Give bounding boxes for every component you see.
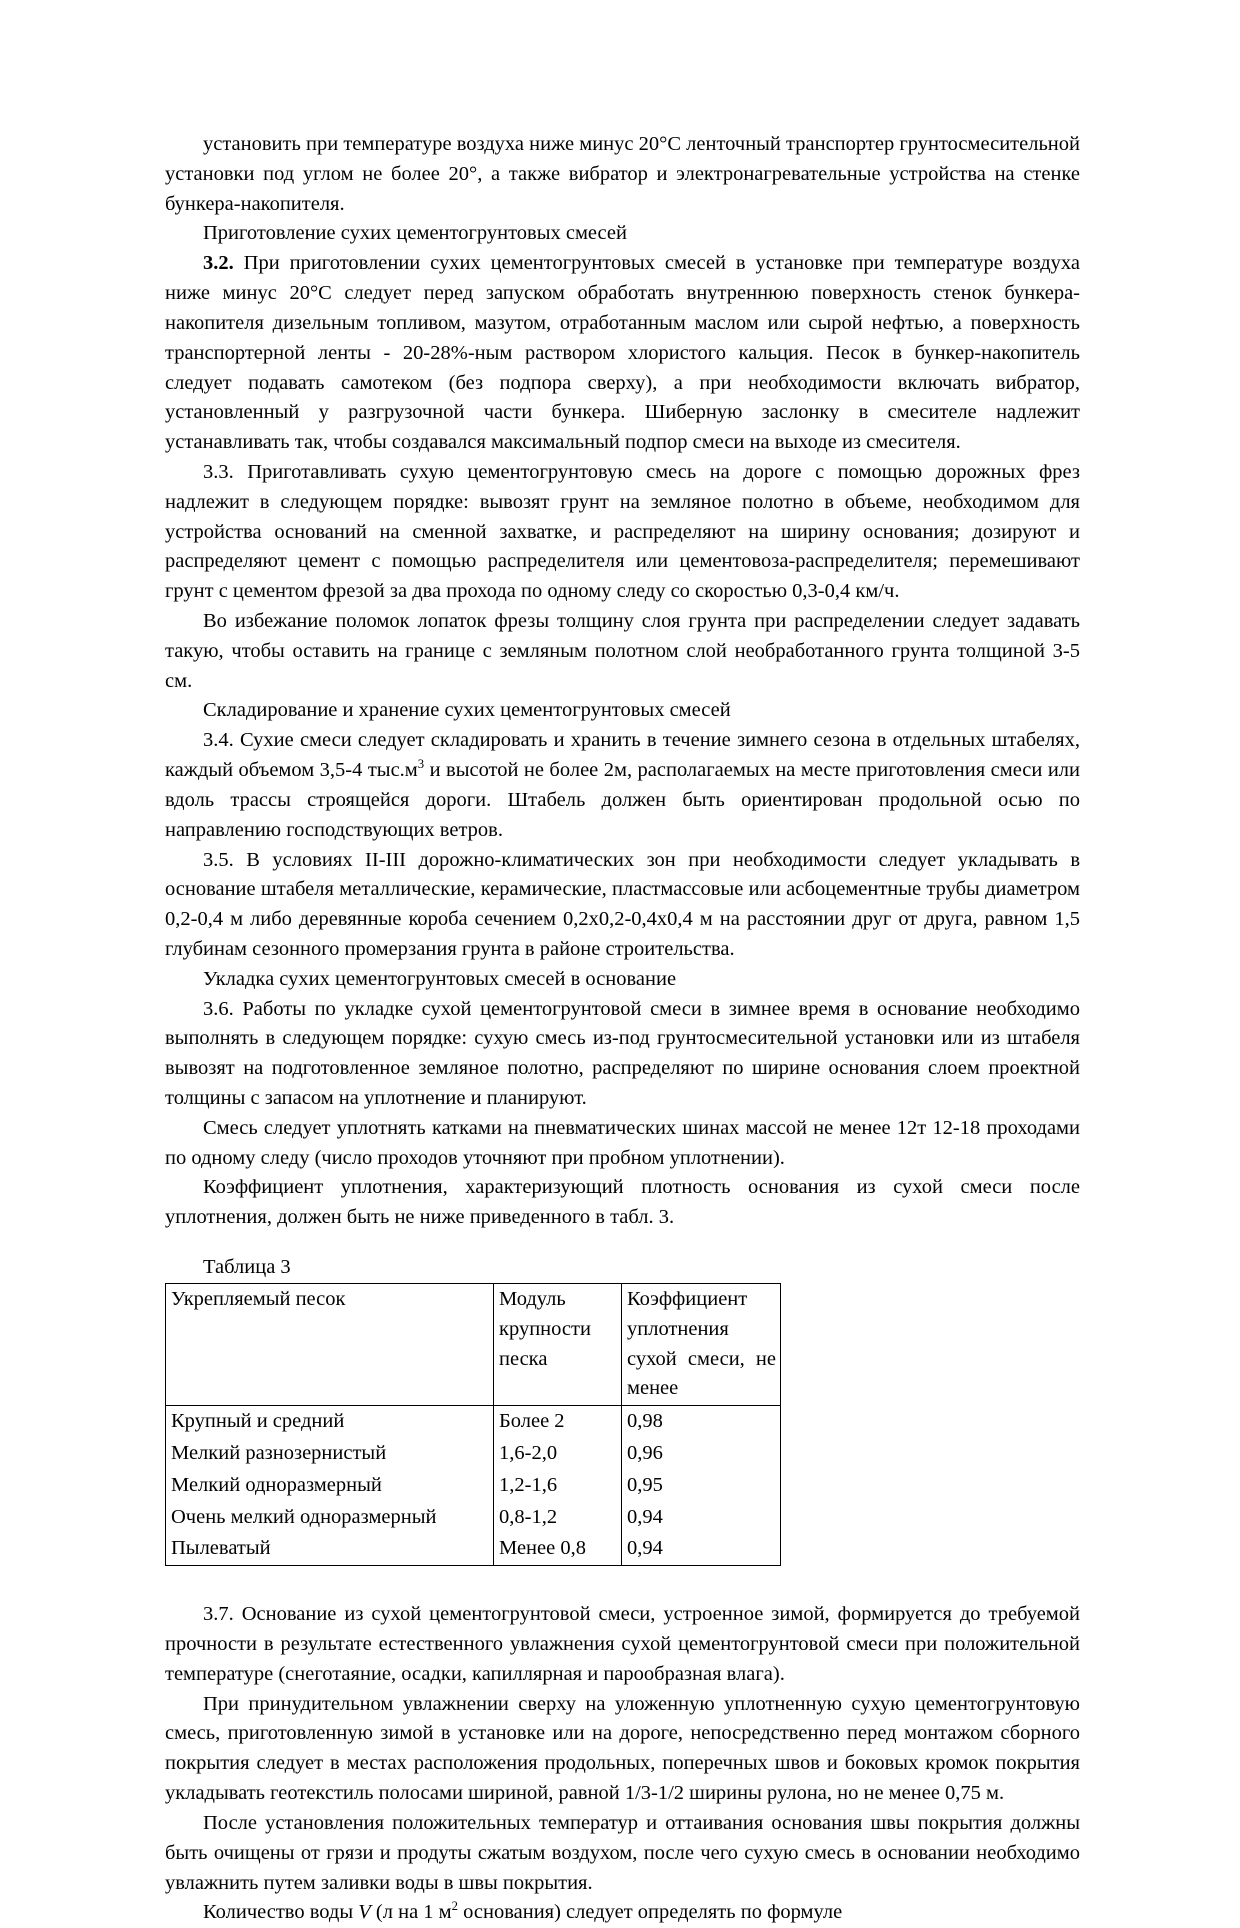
- paragraph-3-4: [165, 726, 1080, 845]
- section-heading-preparation: Приготовление сухих цементогрунтовых смесей: [203, 222, 627, 245]
- table-cell-sand-type: Очень мелкий одноразмерный: [166, 1502, 494, 1534]
- table-header-fineness-modulus: Модуль крупности песка: [494, 1283, 622, 1405]
- superscript-cubic-meter: 3: [417, 757, 425, 772]
- table-row: [166, 1406, 781, 1438]
- table-cell-fineness: Менее 0,8: [494, 1533, 622, 1565]
- table-cell-sand-type: Мелкий одноразмерный: [166, 1470, 494, 1502]
- table-cell-coefficient: 0,96: [622, 1438, 781, 1470]
- table-header-sand-type: Укрепляемый песок: [166, 1283, 494, 1405]
- paragraph-intro: установить при температуре воздуха ниже минус 20°C ленточный транспортер грунтосмесительной установки под углом не более 20°, а также вибратор и электронагревательные устройства на стенке бункера-накопителя.: [165, 133, 1080, 215]
- table-header-compaction-coefficient: Коэффициент уплотнения сухой смеси, не менее: [622, 1283, 781, 1405]
- section-heading-storage: Складирование и хранение сухих цементогрунтовых смесей: [203, 699, 731, 722]
- paragraph-3-3: 3.3. Приготавливать сухую цементогрунтовую смесь на дороге с помощью дорожных фрез надлежит в следующем порядке: вывозят грунт на земляное полотно в объеме, необходимом для устройства оснований на сменной захватке, и распределяют на ширину основания; дозируют и распределяют цемент с помощью распределителя или цементовоза-распределителя; перемешивают грунт с цементом фрезой за два прохода по одному следу со скоростью 0,3-0,4 км/ч.: [165, 460, 1080, 603]
- table-cell-sand-type: Пылеватый: [166, 1533, 494, 1565]
- paragraph-3-2: [165, 249, 1080, 458]
- water-volume-part1: Количество воды: [203, 1901, 359, 1924]
- table-row: [166, 1533, 781, 1565]
- table-row: [166, 1470, 781, 1502]
- table-cell-fineness: 0,8-1,2: [494, 1502, 622, 1534]
- table-cell-fineness: Более 2: [494, 1406, 622, 1438]
- table-cell-coefficient: 0,94: [622, 1533, 781, 1565]
- superscript-square-meter: 2: [451, 1899, 459, 1914]
- paragraph-3-4-part1: 3.4. Сухие смеси следует складировать и хранить в течение зимнего сезона в отдельных штабелях, каждый объемом 3,5-4 тыс.м: [165, 729, 1080, 782]
- paragraph-3-5: 3.5. В условиях II-III дорожно-климатических зон при необходимости следует укладывать в основание штабеля металлические, керамические, пластмассовые или асбоцементные трубы диаметром 0,2-0,4 м либо деревянные короба сечением 0,2х0,2-0,4х0,4 м на расстоянии друг от друга, равном 1,5 глубинам сезонного промерзания грунта в районе строительства.: [165, 848, 1080, 960]
- table-caption: Таблица 3: [203, 1256, 291, 1279]
- paragraph-3-6: 3.6. Работы по укладке сухой цементогрунтовой смеси в зимнее время в основание необходимо выполнять в следующем порядке: сухую смесь из-под грунтосмесительной установки или из штабеля вывозят на подготовленное земляное полотно, распределяют по ширине основания слоем проектной толщины с запасом на уплотнение и планируют.: [165, 997, 1080, 1109]
- table-header-row: [166, 1283, 781, 1405]
- paragraph-forced-wetting: При принудительном увлажнении сверху на уложенную уплотненную сухую цементогрунтовую смесь, приготовленную зимой в установке или на дороге, непосредственно перед монтажом сборного покрытия следует в местах расположения продольных, поперечных швов и боковых кромок покрытия укладывать геотекстиль полосами шириной, равной 1/3-1/2 ширины рулона, но не менее 0,75 м.: [165, 1692, 1080, 1805]
- table-cell-coefficient: 0,98: [622, 1406, 781, 1438]
- spacer-after-table: [165, 1566, 1080, 1600]
- table-row: [166, 1438, 781, 1470]
- paragraph-water-volume: [165, 1898, 1080, 1928]
- paragraph-3-7: 3.7. Основание из сухой цементогрунтовой смеси, устроенное зимой, формируется до требуемой прочности в результате естественного увлажнения сухой цементогрунтовой смеси при положительной температуре (снеготаяние, осадки, капиллярная и парообразная влага).: [165, 1603, 1080, 1685]
- spacer-before-table-caption: [165, 1233, 1080, 1253]
- symbol-V: V: [358, 1901, 371, 1924]
- water-volume-part2: (л на 1 м: [370, 1901, 452, 1924]
- table-cell-sand-type: Мелкий разнозернистый: [166, 1438, 494, 1470]
- paragraph-compaction-rollers: Смесь следует уплотнять катками на пневматических шинах массой не менее 12т 12-18 проходами по одному следу (число проходов уточняют при пробном уплотнении).: [165, 1116, 1080, 1169]
- table-cell-coefficient: 0,95: [622, 1470, 781, 1502]
- water-volume-part3: основания) следует определять по формуле: [458, 1901, 843, 1924]
- table-row: [166, 1502, 781, 1534]
- paragraph-3-2-text: При приготовлении сухих цементогрунтовых смесей в установке при температуре воздуха ниже минус 20°C следует перед запуском обработать внутреннюю поверхность стенок бункера-накопителя дизельным топливом, мазутом, отработанным маслом или сырой нефтью, а поверхность транспортерной ленты - 20-28%-ным раствором хлористого кальция. Песок в бункер-накопитель следует подавать самотеком (без подпора сверху), а при необходимости включать вибратор, установленный у разгрузочной части бункера. Шиберную заслонку в смесителе надлежит устанавливать так, чтобы создавался максимальный подпор смеси на выходе из смесителя.: [165, 252, 1081, 454]
- paragraph-cutter-note: Во избежание поломок лопаток фрезы толщину слоя грунта при распределении следует задавать такую, чтобы оставить на границе с земляным полотном слой необработанного грунта толщиной 3-5 см.: [165, 610, 1080, 692]
- table-cell-fineness: 1,6-2,0: [494, 1438, 622, 1470]
- table-cell-fineness: 1,2-1,6: [494, 1470, 622, 1502]
- paragraph-thawing: После установления положительных температур и оттаивания основания швы покрытия должны быть очищены от грязи и продуты сжатым воздухом, после чего сухую смесь в основании необходимо увлажнить путем заливки воды в швы покрытия.: [165, 1811, 1080, 1894]
- clause-number-3-2: 3.2.: [203, 252, 234, 275]
- compaction-coefficient-table: [165, 1283, 781, 1566]
- table-cell-coefficient: 0,94: [622, 1502, 781, 1534]
- paragraph-3-4-part2: и высотой не более 2м, располагаемых на месте приготовления смеси или вдоль трассы строящейся дороги. Штабель должен быть ориентирован продольной осью по направлению господствующих ветров.: [165, 759, 1080, 841]
- section-heading-laying: Укладка сухих цементогрунтовых смесей в основание: [203, 967, 677, 990]
- paragraph-compaction-coefficient: Коэффициент уплотнения, характеризующий плотность основания из сухой смеси после уплотнения, должен быть не ниже приведенного в табл. 3.: [165, 1176, 1080, 1229]
- table-cell-sand-type: Крупный и средний: [166, 1406, 494, 1438]
